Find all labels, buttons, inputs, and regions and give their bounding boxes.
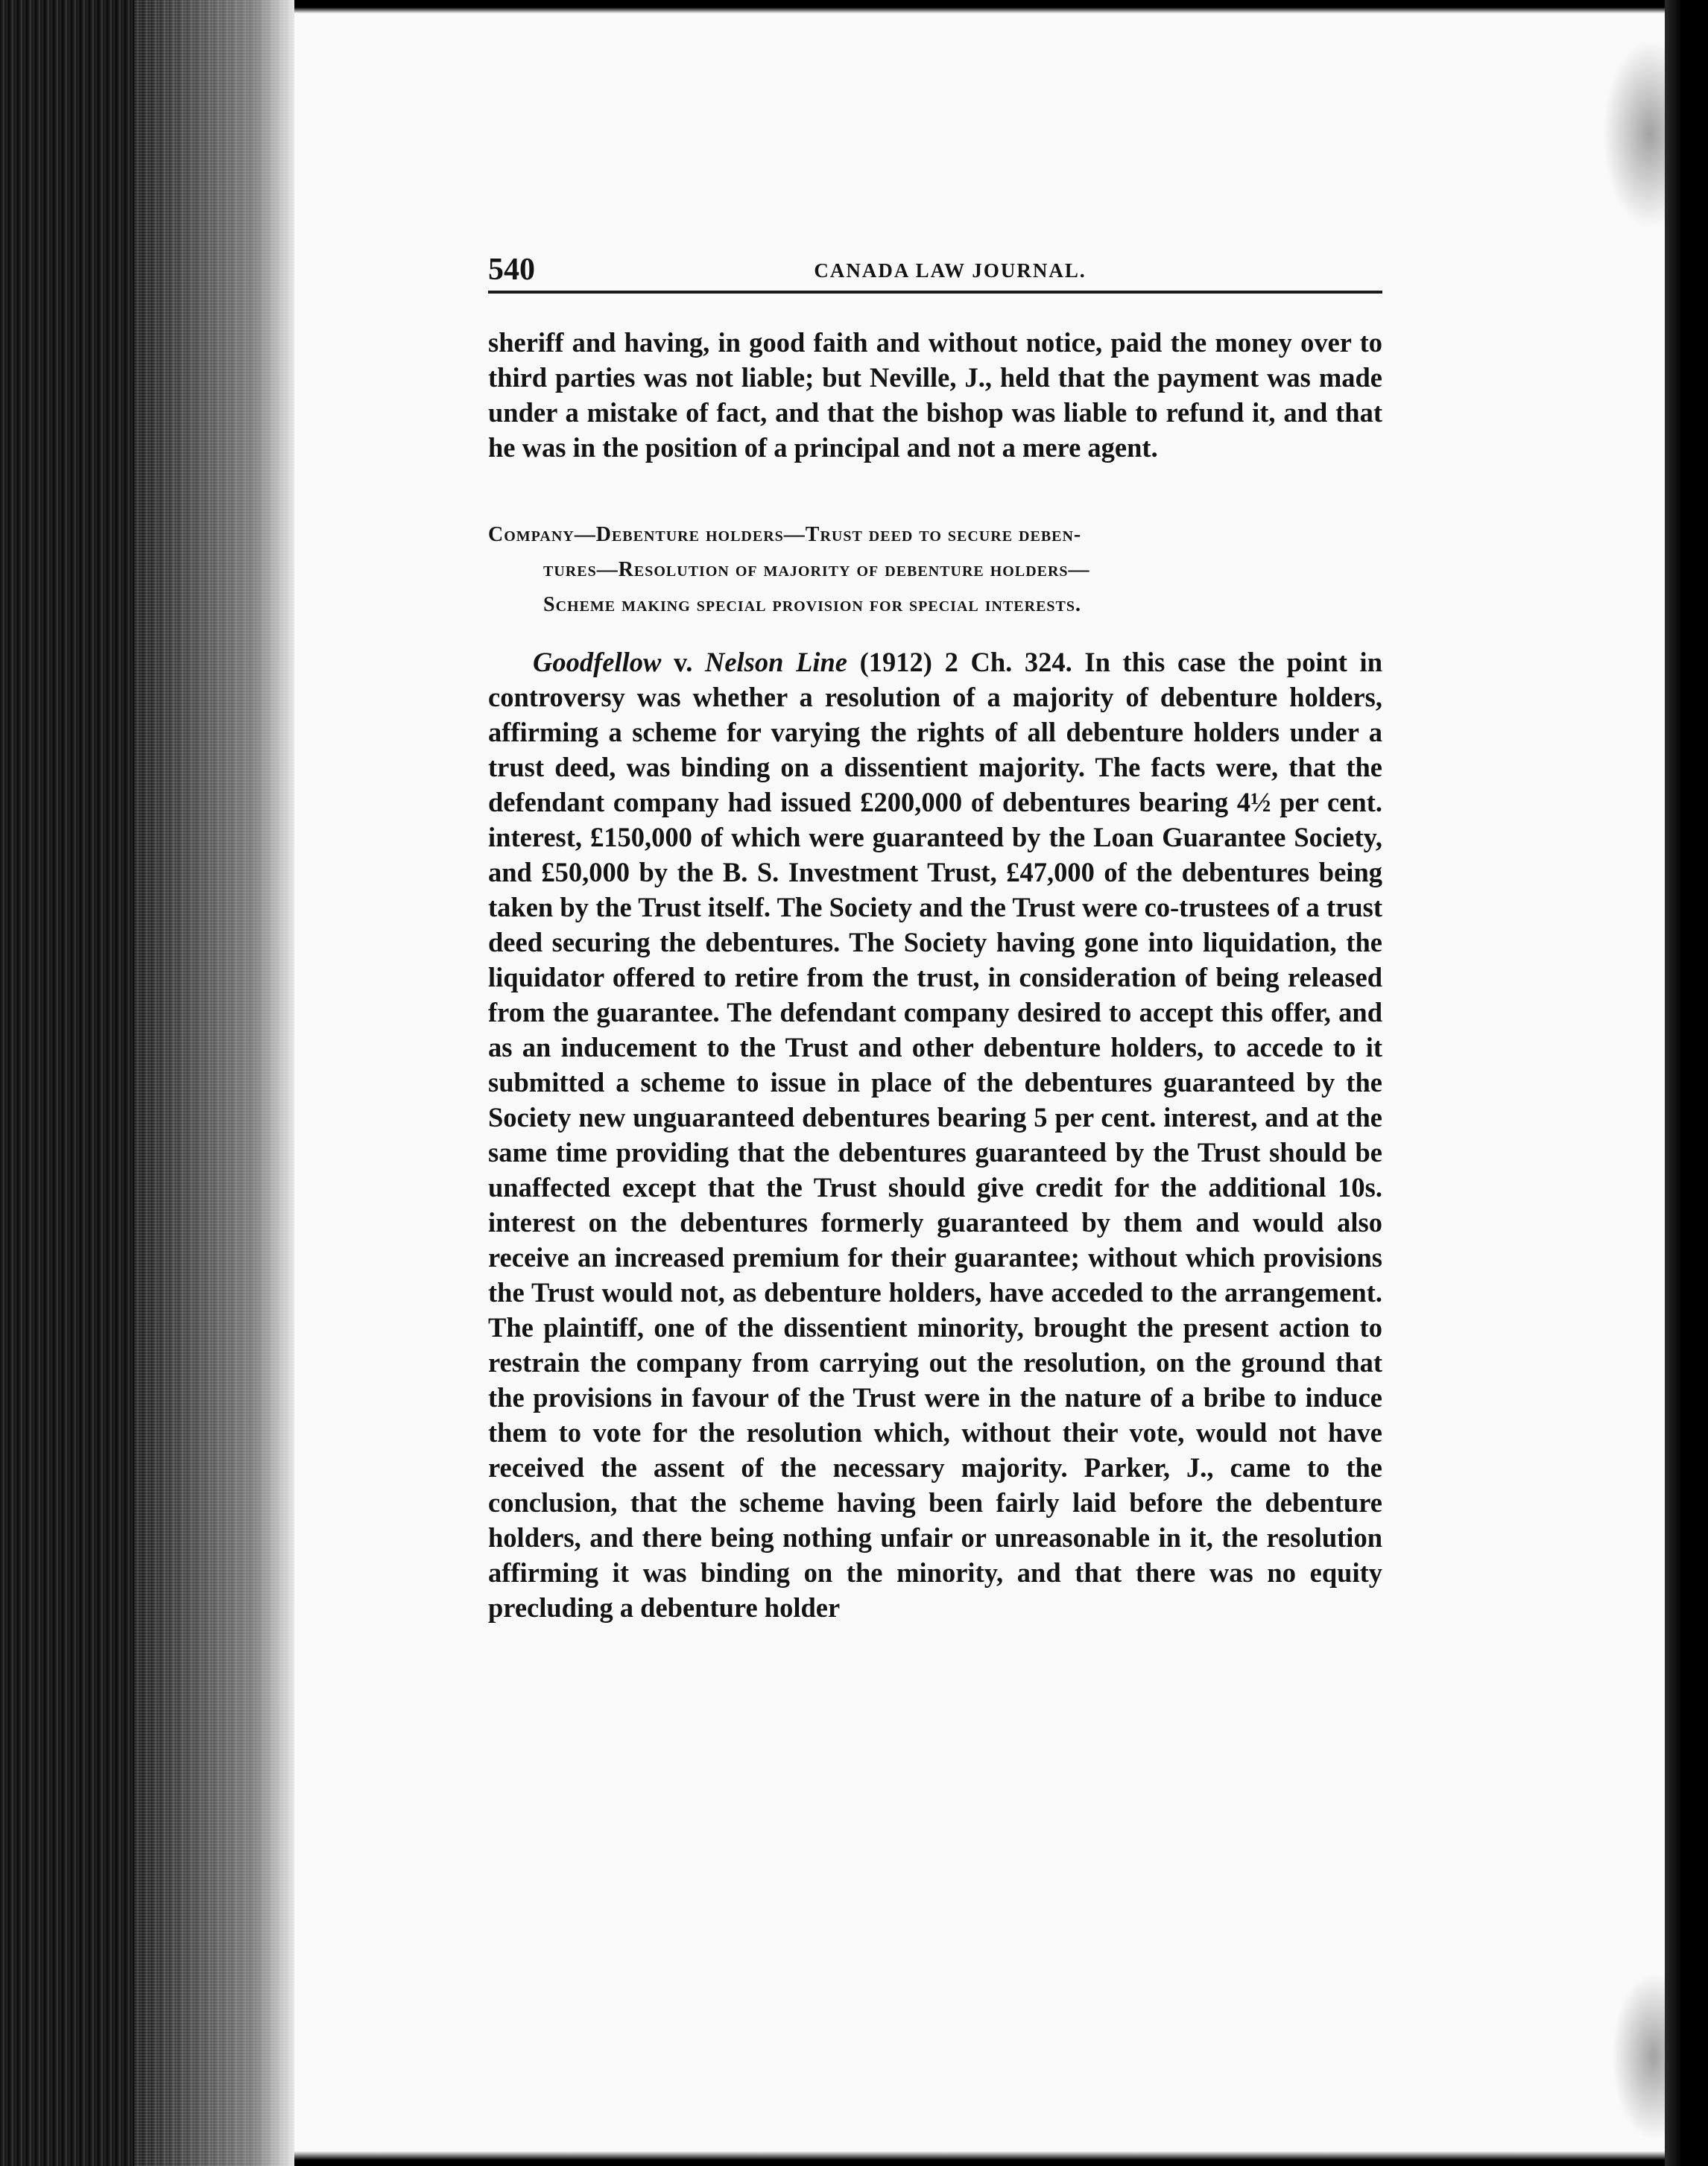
journal-title: CANADA LAW JOURNAL. xyxy=(814,259,1087,282)
paragraph-2-body: In this case the point in controversy was whether a resolution of a majority of debenture holders, affirming a scheme for varying the rights of all debenture holders under a trust deed, was binding on a dissentient majority. The facts were, that the defendant company had issued £200,000 of debentures bearing 4½ per cent. interest, £150,000 of which were guaranteed by the Loan Guarantee Society, and £50,000 by the B. S. Investment Trust, £47,000 of the debentures being taken by the Trust itself. The Society and the Trust were co-trustees of a trust deed securing the debentures. The Society having gone into liquidation, the liquidator offered to retire from the trust, in consideration of being released from the guarantee. The defendant company desired to accept this offer, and as an inducement to the Trust and other debenture holders, to accede to it submitted a scheme to issue in place of the debentures guaranteed by the Society new unguaranteed debentures bearing 5 per cent. interest, and at the same time providing that the debentures guaranteed by the Trust should be unaffected except that the Trust should give credit for the additional 10s. interest on the debentures formerly guaranteed by them and would also receive an increased premium for their guarantee; without which provisions the Trust would not, as debenture holders, have acceded to the arrangement. The plaintiff, one of the dissentient minority, brought the present action to restrain the company from carrying out the resolution, on the ground that the provisions in favour of the Trust were in the nature of a bribe to induce them to vote for the resolution which, without their vote, would not have received the assent of the necessary majority. Parker, J., came to the conclusion, that the scheme having been fairly laid before the debenture holders, and there being nothing unfair or unreasonable in it, the resolution affirming it was binding on the minority, and that there was no equity precluding a debenture holder xyxy=(488,647,1382,1623)
paragraph-2 xyxy=(488,645,1382,1625)
running-head xyxy=(488,246,1382,291)
page-number: 540 xyxy=(488,253,535,287)
case-name-plaintiff: Goodfellow xyxy=(533,647,662,677)
case-headnote xyxy=(488,517,1382,622)
page-edge-speckle xyxy=(1568,0,1665,2166)
gutter-gradient xyxy=(134,0,294,2166)
text-block xyxy=(488,246,1382,1625)
header-rule xyxy=(488,291,1382,294)
right-page-edge xyxy=(1665,0,1708,2166)
headnote-line-2: tures—Resolution of majority of debenture holders— xyxy=(543,558,1090,581)
paragraph-1: sheriff and having, in good faith and without notice, paid the money over to third parties was not liable; but Neville, J., held that the payment was made under a mistake of fact, and that the bishop was liable to refund it, and that he was in the position of a principal and not a mere agent. xyxy=(488,327,1382,463)
case-versus: v. xyxy=(661,647,705,677)
top-page-edge xyxy=(294,0,1665,13)
bottom-page-edge xyxy=(294,2151,1665,2166)
case-name-defendant: Nelson Line xyxy=(704,647,848,677)
headnote-line-3: Scheme making special provision for special interests. xyxy=(543,593,1082,616)
headnote-line-1: Company—Debenture holders—Trust deed to secure deben- xyxy=(488,523,1082,546)
case-citation: (1912) 2 Ch. 324. xyxy=(847,647,1085,677)
